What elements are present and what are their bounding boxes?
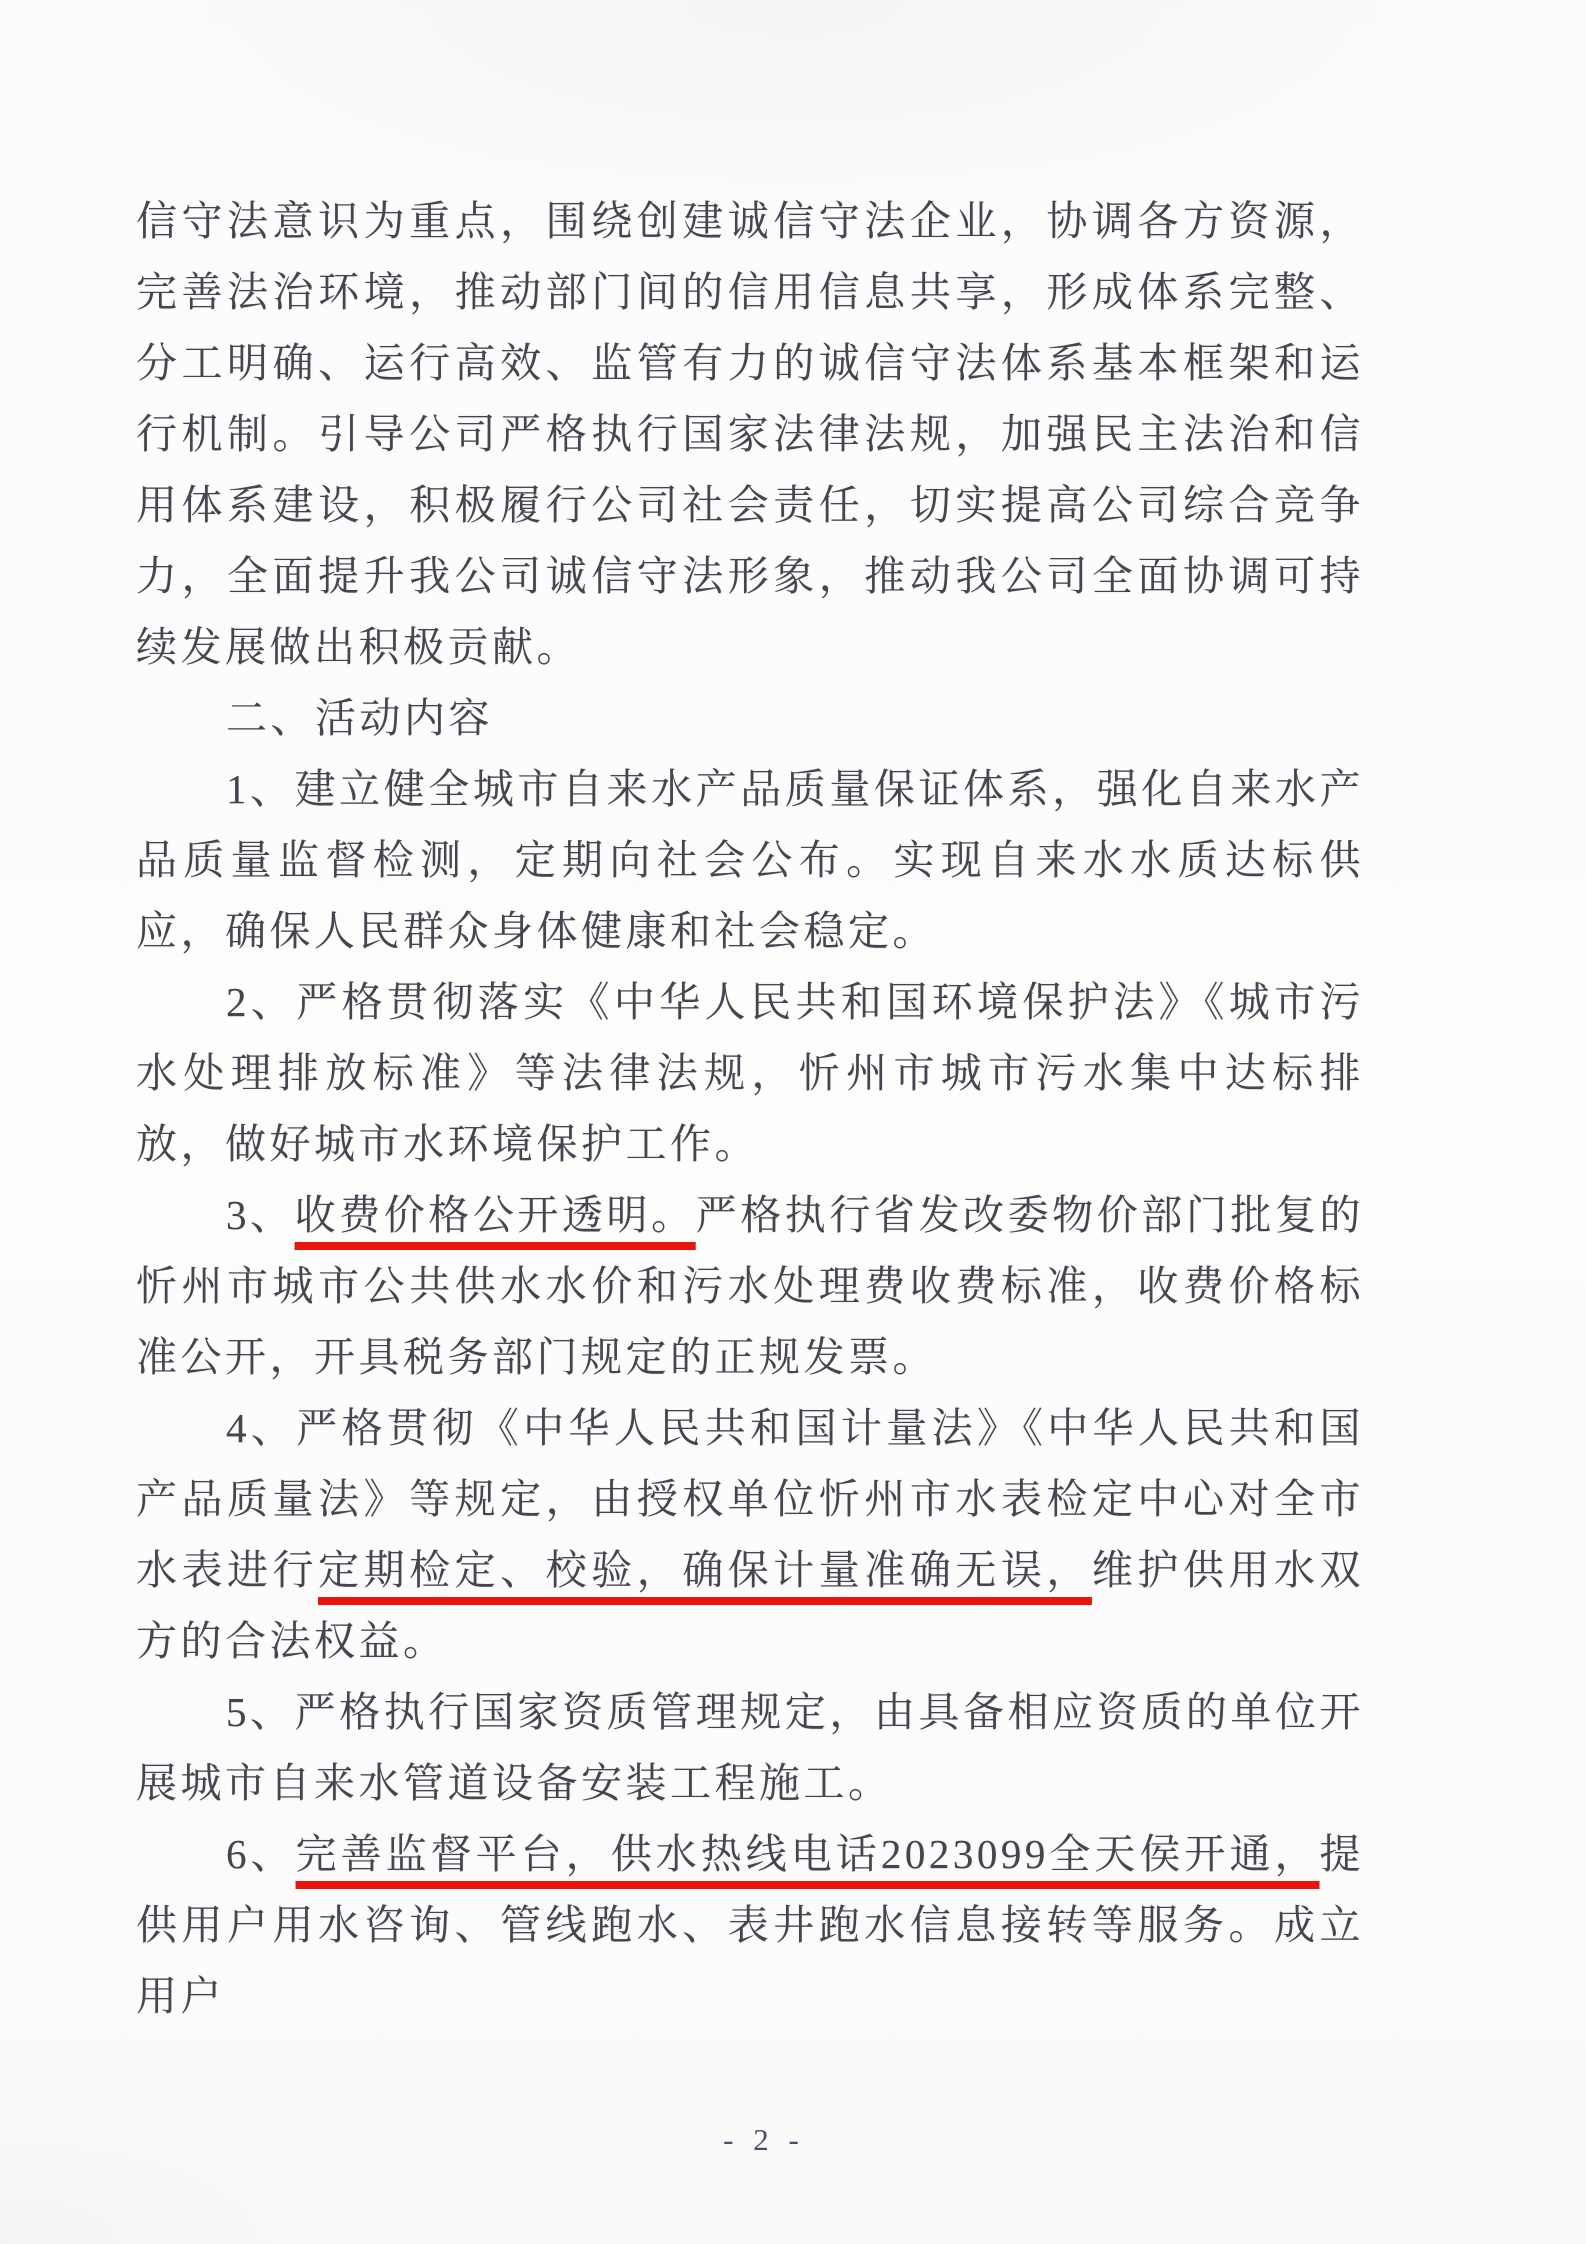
item-2 — [136, 967, 1364, 1180]
text-segment: 严格执行省发改委物价部门批复的忻州市城市公共供水水价和污水处理费收费标准，收费价格标准公开，开具税务部门规定的正规发票。 — [136, 1192, 1365, 1380]
item-6 — [136, 1819, 1364, 2032]
text-segment: 5、严格执行国家资质管理规定，由具备相应资质的单位开展城市自来水管道设备安装工程施工。 — [136, 1689, 1364, 1806]
text-segment: 4、严格贯彻《中华人民共和国计量法》《中华人民共和国产品质量法》等规定，由授权单位忻州市水表检定中心对全市水表进行 — [136, 1405, 1364, 1593]
text-segment: 6、 — [226, 1831, 296, 1877]
text-segment: 3、 — [226, 1192, 295, 1238]
item-5 — [136, 1677, 1364, 1819]
text-segment: 提供用户用水咨询、管线跑水、表井跑水信息接转等服务。成立用户 — [136, 1831, 1364, 2019]
item-1 — [136, 754, 1364, 967]
text-segment: 维护供用水双方的合法权益。 — [136, 1547, 1365, 1664]
continued-paragraph — [136, 186, 1364, 683]
red-underlined-text: 收费价格公开透明。 — [294, 1192, 696, 1238]
item-4 — [136, 1393, 1364, 1677]
item-3 — [136, 1180, 1364, 1393]
text-segment: 信守法意识为重点，围绕创建诚信守法企业，协调各方资源，完善法治环境，推动部门间的信用信息共享，形成体系完整、分工明确、运行高效、监管有力的诚信守法体系基本框架和运行机制。引导公司严格执行国家法律法规，加强民主法治和信用体系建设，积极履行公司社会责任，切实提高公司综合竞争力，全面提升我公司诚信守法形象，推动我公司全面协调可持续发展做出积极贡献。 — [136, 198, 1364, 670]
red-underlined-text: 完善监督平台，供水热线电话2023099全天侯开通， — [295, 1831, 1320, 1877]
text-segment: 2、严格贯彻落实《中华人民共和国环境保护法》《城市污水处理排放标准》等法律法规，忻州市城市污水集中达标排放，做好城市水环境保护工作。 — [136, 979, 1364, 1167]
page-number: - 2 - — [723, 2122, 805, 2157]
text-segment: 二、活动内容 — [226, 695, 493, 741]
red-underlined-text: 定期检定、校验，确保计量准确无误， — [318, 1547, 1092, 1593]
section-heading — [136, 683, 1364, 754]
text-segment: 1、建立健全城市自来水产品质量保证体系，强化自来水产品质量监督检测，定期向社会公布。实现自来水水质达标供应，确保人民群众身体健康和社会稳定。 — [136, 766, 1364, 954]
document-body — [136, 186, 1364, 2032]
